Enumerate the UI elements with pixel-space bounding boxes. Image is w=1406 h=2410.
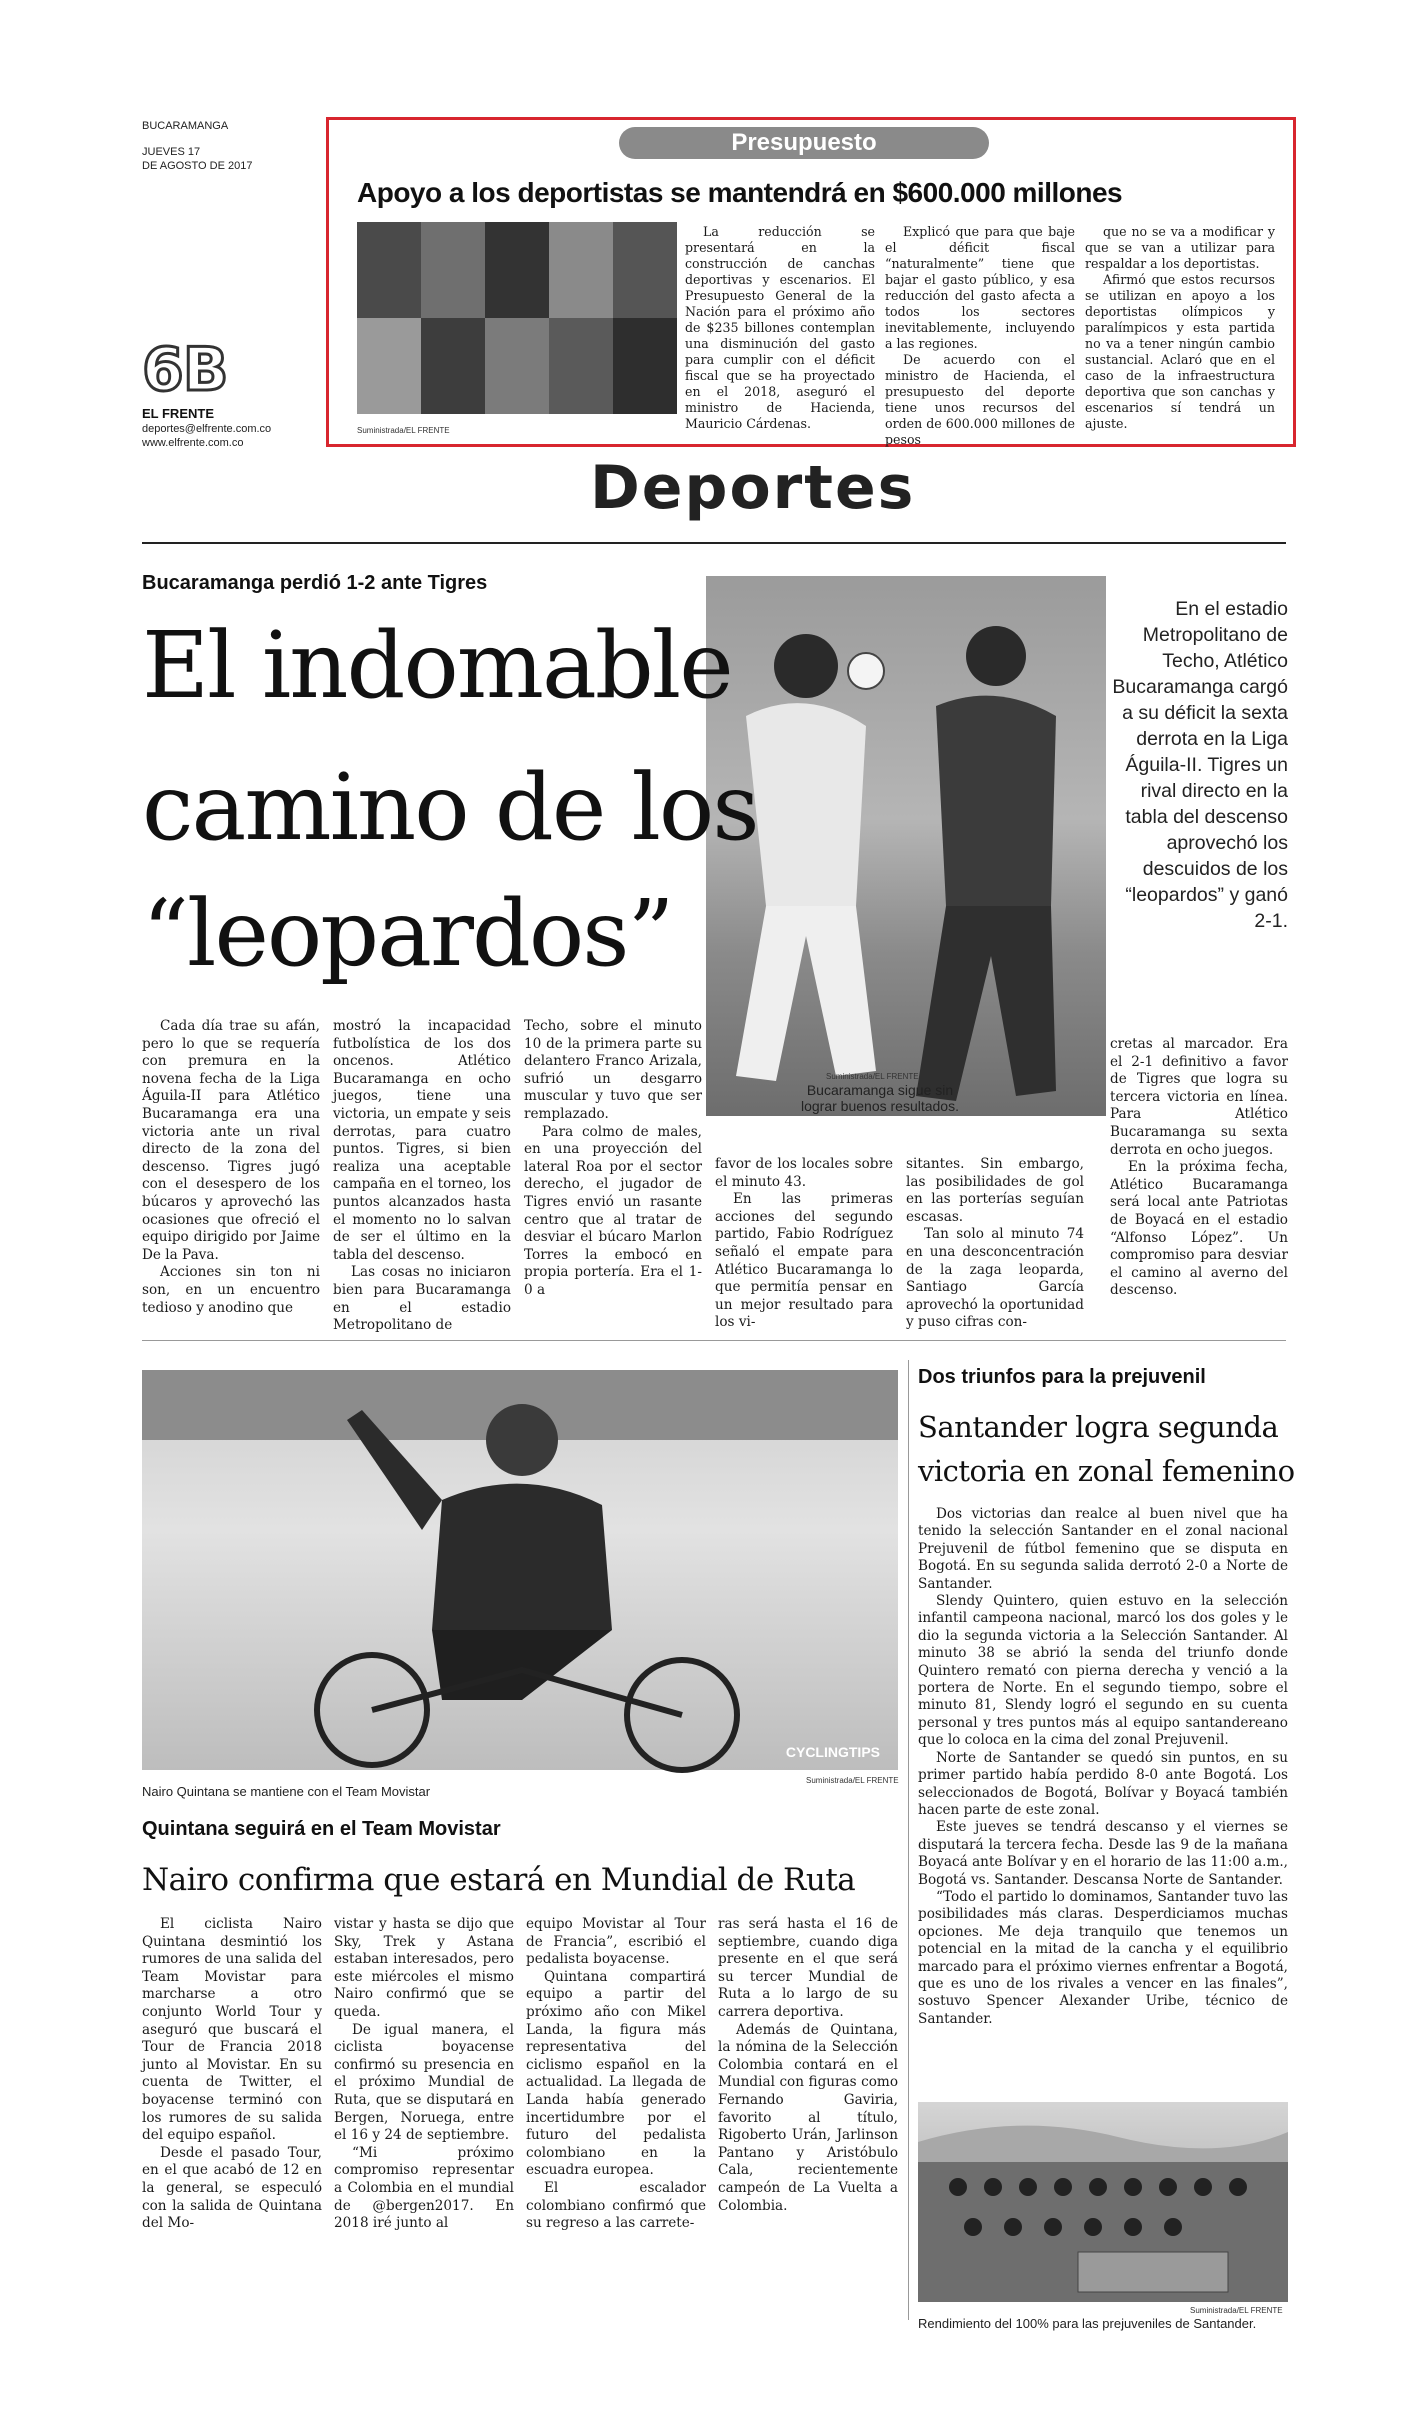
lead-col-6-p1: cretas al marcador. Era el 2-1 definitivo a favor de Tigres que logra su tercera victoria en línea. Para Atlético Bucaramanga su sexta derrota en ocho juegos. <box>1110 1036 1288 1158</box>
athlete-photo <box>613 318 677 414</box>
lead-deck: En el estadio Metropolitano de Techo, Atlético Bucaramanga cargó a su déficit la sexta derrota en la Liga Águila-II. Tigres un rival directo en la tabla del descenso aprovechó los descuidos de los “leopardos” y ganó 2-1. <box>1112 598 1288 932</box>
women-body <box>918 1506 1288 2066</box>
lead-headline-line-2: camino de los <box>142 754 758 861</box>
athlete-photo <box>421 222 485 318</box>
football-players-figure <box>706 576 1106 1116</box>
cycling-photo-credit: Suministrada/EL FRENTE <box>806 1776 899 1785</box>
budget-photo-credit: Suministrada/EL FRENTE <box>357 426 450 435</box>
budget-box <box>326 117 1296 447</box>
cycling-col-1-p1: El ciclista Nairo Quintana desmintió los rumores de una salida del Team Movistar para marcharse a otro conjunto World Tour y aseguró que buscará el Tour de Francia 2018 junto al Movistar. En su cuenta de Twitter, el boyacense terminó con los rumores de su salida del equipo español. <box>142 1916 322 2144</box>
budget-col-3-p2: Afirmó que estos recursos se utilizan en apoyo a los deportistas olímpicos y paralímpicos y esta partida no va a tener ningún cambio sustancial. Aclaró que en el caso de la infraestructura deportiva que son canchas y escenarios sí tendrá un ajuste. <box>1085 272 1275 431</box>
lead-col-5 <box>906 1156 1084 1330</box>
cycling-col-4-p2: Además de Quintana, la nómina de la Selección Colombia contará en el Mundial con figuras como Fernando Gaviria, favorito al título, Rigoberto Urán, Jarlinson Pantano y Aristóbulo Cala, recientemente campeón de La Vuelta a Colombia. <box>718 2021 898 2214</box>
date-line-1: JUEVES 17 <box>142 146 201 158</box>
athlete-photo <box>357 222 421 318</box>
lead-col-5-p1: sitantes. Sin embargo, las posibilidades de gol en las porterías seguían escasas. <box>906 1156 1084 1225</box>
lead-photo-caption: Bucaramanga sigue sin lograr buenos resultados. <box>801 1082 959 1114</box>
athlete-photo <box>421 318 485 414</box>
lead-col-5-p2: Tan solo al minuto 74 en una desconcentración de la zaga leoparda, Santiago García aprovechó la oportunidad y puso cifras con- <box>906 1226 1084 1331</box>
women-p3: Norte de Santander se quedó sin puntos, en su primer partido había perdido 8-0 ante Bogotá. Los seleccionados de Bogotá, Bolívar y Boyacá también hacen parte de este zonal. <box>918 1749 1288 1818</box>
budget-col-3 <box>1085 224 1275 434</box>
athlete-photo <box>549 318 613 414</box>
team-photo <box>918 2102 1288 2302</box>
team-photo-caption: Rendimiento del 100% para las prejuveniles de Santander. <box>918 2316 1257 2331</box>
lead-headline-line-3: “leopardos” <box>142 880 673 987</box>
lead-col-3-p1: Techo, sobre el minuto 10 de la primera parte su delantero Franco Arizala, sufrió un desgarro muscular y tuvo que ser remplazado. <box>524 1018 702 1122</box>
athlete-photo <box>485 222 549 318</box>
section-rule <box>142 542 1286 544</box>
women-headline-line-2: victoria en zonal femenino <box>918 1454 1295 1488</box>
cycling-col-3-p1: equipo Movistar al Tour de Francia”, escribió el pedalista boyacense. <box>526 1916 706 1968</box>
lead-col-2-p1: mostró la incapacidad futbolística de los dos oncenos. Atlético Bucaramanga en ocho juegos, tiene una victoria, un empate y seis derrotas, para cuatro puntos. Tigres, si bien realiza una aceptable campaña en el torneo, los puntos alcanzados hasta el momento no lo salvan de ser el último en la tabla del descenso. <box>333 1018 511 1263</box>
team-figure <box>918 2102 1288 2302</box>
budget-col-1 <box>685 224 875 434</box>
contact-email[interactable]: deportes@elfrente.com.co <box>142 423 272 435</box>
women-kicker: Dos triunfos para la prejuvenil <box>918 1366 1206 1388</box>
section-title: Deportes <box>590 453 916 523</box>
lead-col-1-p2: Acciones sin ton ni son, en un encuentro tedioso y anodino que <box>142 1264 320 1316</box>
lead-col-3-p2: Para colmo de males, en una proyección del lateral Roa por el sector derecho, el jugador de Tigres envió un rasante centro que al tratar de desviar el búcaro Marlon Torres la embocó en propia portería. Era el 1-0 a <box>524 1123 702 1298</box>
women-p5: “Todo el partido lo dominamos, Santander tuvo las posibilidades más claras. Desperdiciamos muchas opciones. Me deja tranquilo que tenemos un potencial en la mitad de la cancha y el equilibrio marcado para el próximo viernes enfrentar a Bogotá, que es uno de los rivales a vencer en las finales”, sostuvo Spencer Alexander Uribe, técnico de Santander. <box>918 1888 1288 2027</box>
budget-col-1-text: La reducción se presentará en la construcción de canchas deportivas y escenarios. El Presupuesto General de la Nación para el próximo año de $235 billones contemplan una disminución del gasto para cumplir con el déficit fiscal que se ha proyectado en el 2018, aseguró el ministro de Hacienda, Mauricio Cárdenas. <box>685 224 875 431</box>
paper-name: EL FRENTE <box>142 406 214 421</box>
women-headline-line-1: Santander logra segunda <box>918 1410 1279 1444</box>
athlete-photo <box>549 222 613 318</box>
lead-col-2 <box>333 1018 511 1334</box>
story-divider <box>142 1340 1286 1341</box>
lead-headline-line-1: El indomable <box>142 612 732 719</box>
cycling-col-1 <box>142 1916 322 2286</box>
lead-col-1 <box>142 1018 320 1330</box>
lead-col-1-p1: Cada día trae su afán, pero lo que se requería con premura en la novena fecha de la Liga Águila-II para Atlético Bucaramanga era una victoria ante un rival directo de la zona del descenso. Tigres jugó con el desespero de los búcaros y aprovechó las ocasiones que ofreció el equipo dirigido por Jaime De la Pava. <box>142 1018 320 1263</box>
athletes-photo-grid <box>357 222 677 414</box>
city-label: BUCARAMANGA <box>142 120 229 132</box>
cycling-photo <box>142 1370 898 1770</box>
column-divider <box>908 1360 909 2320</box>
football-photo <box>706 576 1106 1116</box>
cycling-col-3-p2: Quintana compartirá equipo a partir del próximo año con Mikel Landa, la figura más representativa del ciclismo español en la actualidad. La llegada de Landa había generado incertidumbre por el futuro del pedalista colombiano en la escuadra europea. <box>526 1968 706 2179</box>
lead-col-4 <box>715 1156 893 1330</box>
cycling-headline: Nairo confirma que estará en Mundial de Ruta <box>142 1862 856 1898</box>
website-link[interactable]: www.elfrente.com.co <box>142 437 244 449</box>
cyclist-figure <box>142 1370 898 1770</box>
cycling-col-3-p3: El escalador colombiano confirmó que su regreso a las carrete- <box>526 2179 706 2232</box>
lead-col-2-p2: Las cosas no iniciaron bien para Bucaramanga en el estadio Metropolitano de <box>333 1264 511 1334</box>
athlete-photo <box>357 318 421 414</box>
cycling-col-2 <box>334 1916 514 2286</box>
lead-col-3 <box>524 1018 702 1330</box>
budget-headline: Apoyo a los deportistas se mantendrá en $600.000 millones <box>357 177 1123 208</box>
lead-col-6 <box>1110 1036 1288 1330</box>
lead-col-4-p1: favor de los locales sobre el minuto 43. <box>715 1156 893 1190</box>
cycling-kicker: Quintana seguirá en el Team Movistar <box>142 1818 501 1840</box>
cycling-col-2-p1: vistar y hasta se dijo que Sky, Trek y Astana estaban interesados, pero este miércoles el mismo Nairo confirmó que se queda. <box>334 1916 514 2020</box>
budget-col-2 <box>885 224 1075 447</box>
budget-col-2-p2: De acuerdo con el ministro de Hacienda, el presupuesto del deporte tiene unos recursos del orden de 600.000 millones de pesos <box>885 352 1075 447</box>
page-number: 6B <box>142 335 228 405</box>
lead-col-6-p2: En la próxima fecha, Atlético Bucaramanga será local ante Patriotas de Boyacá en el estadio “Alfonso López”. Un compromiso para desviar el camino al averno del descenso. <box>1110 1159 1288 1299</box>
cycling-col-1-p2: Desde el pasado Tour, en el que acabó de 12 en la general, se especuló con la salida de Quintana del Mo- <box>142 2144 322 2232</box>
cycling-photo-caption: Nairo Quintana se mantiene con el Team Movistar <box>142 1784 431 1799</box>
cycling-col-3 <box>526 1916 706 2286</box>
athlete-photo <box>485 318 549 414</box>
lead-kicker: Bucaramanga perdió 1-2 ante Tigres <box>142 572 488 594</box>
budget-tag: Presupuesto <box>619 127 989 159</box>
budget-col-2-p1: Explicó que para que baje el déficit fiscal “naturalmente” tiene que bajar el gasto público, y esa reducción del gasto afecta a todos los sectores inevitablemente, incluyendo a las regiones. <box>885 224 1075 351</box>
team-photo-credit: Suministrada/EL FRENTE <box>1190 2306 1283 2315</box>
cycling-col-2-p2: De igual manera, el ciclista boyacense confirmó su presencia en el próximo Mundial de Ruta, que se disputará en Bergen, Noruega, entre el 16 y 24 de septiembre. <box>334 2021 514 2144</box>
lead-photo-credit: Suministrada/EL FRENTE <box>826 1072 919 1081</box>
women-p1: Dos victorias dan realce al buen nivel que ha tenido la selección Santander en el zonal nacional Prejuvenil de fútbol femenino que se disputa en Bogotá. En su segunda salida derrotó 2-0 a Norte de Santander. <box>918 1506 1288 1592</box>
women-p2: Slendy Quintero, quien estuvo en la selección infantil campeona nacional, marcó los dos goles y le dio la segunda victoria a la Selección Santander. Al minuto 38 se abrió la senda del triunfo donde Quintero remató con pierna derecha y venció a la portera de Norte. En el segundo tiempo, sobre el minuto 81, Slendy logró el segundo en su cuenta personal y tres puntos más al equipo santandereano que lo coloca en la cima del zonal Prejuvenil. <box>918 1593 1288 1749</box>
cycling-col-2-p3: “Mi próximo compromiso representar a Colombia en el mundial de @bergen2017. En 2018 iré junto al <box>334 2144 514 2232</box>
date-line-2: DE AGOSTO DE 2017 <box>142 160 253 172</box>
cycling-col-4 <box>718 1916 898 2286</box>
budget-col-3-p1: que no se va a modificar y que se van a utilizar para respaldar a los deportistas. <box>1085 224 1275 271</box>
athlete-photo <box>613 222 677 318</box>
cycling-col-4-p1: ras será hasta el 16 de septiembre, cuando diga presente en el que será su tercer Mundial de Ruta a lo largo de su carrera deportiva. <box>718 1916 898 2020</box>
women-p4: Este jueves se tendrá descanso y el viernes se disputará la tercera fecha. Desde las 9 de la mañana Boyacá ante Bolívar y en el horario de las 11:00 a.m., Bogotá vs. Santander. Descansa Norte de Santander. <box>918 1819 1288 1888</box>
lead-col-4-p2: En las primeras acciones del segundo partido, Fabio Rodríguez señaló el empate para Atlético Bucaramanga lo que permitía pensar en un mejor resultado para los vi- <box>715 1191 893 1331</box>
photo-watermark: CYCLINGTIPS <box>785 1744 880 1760</box>
